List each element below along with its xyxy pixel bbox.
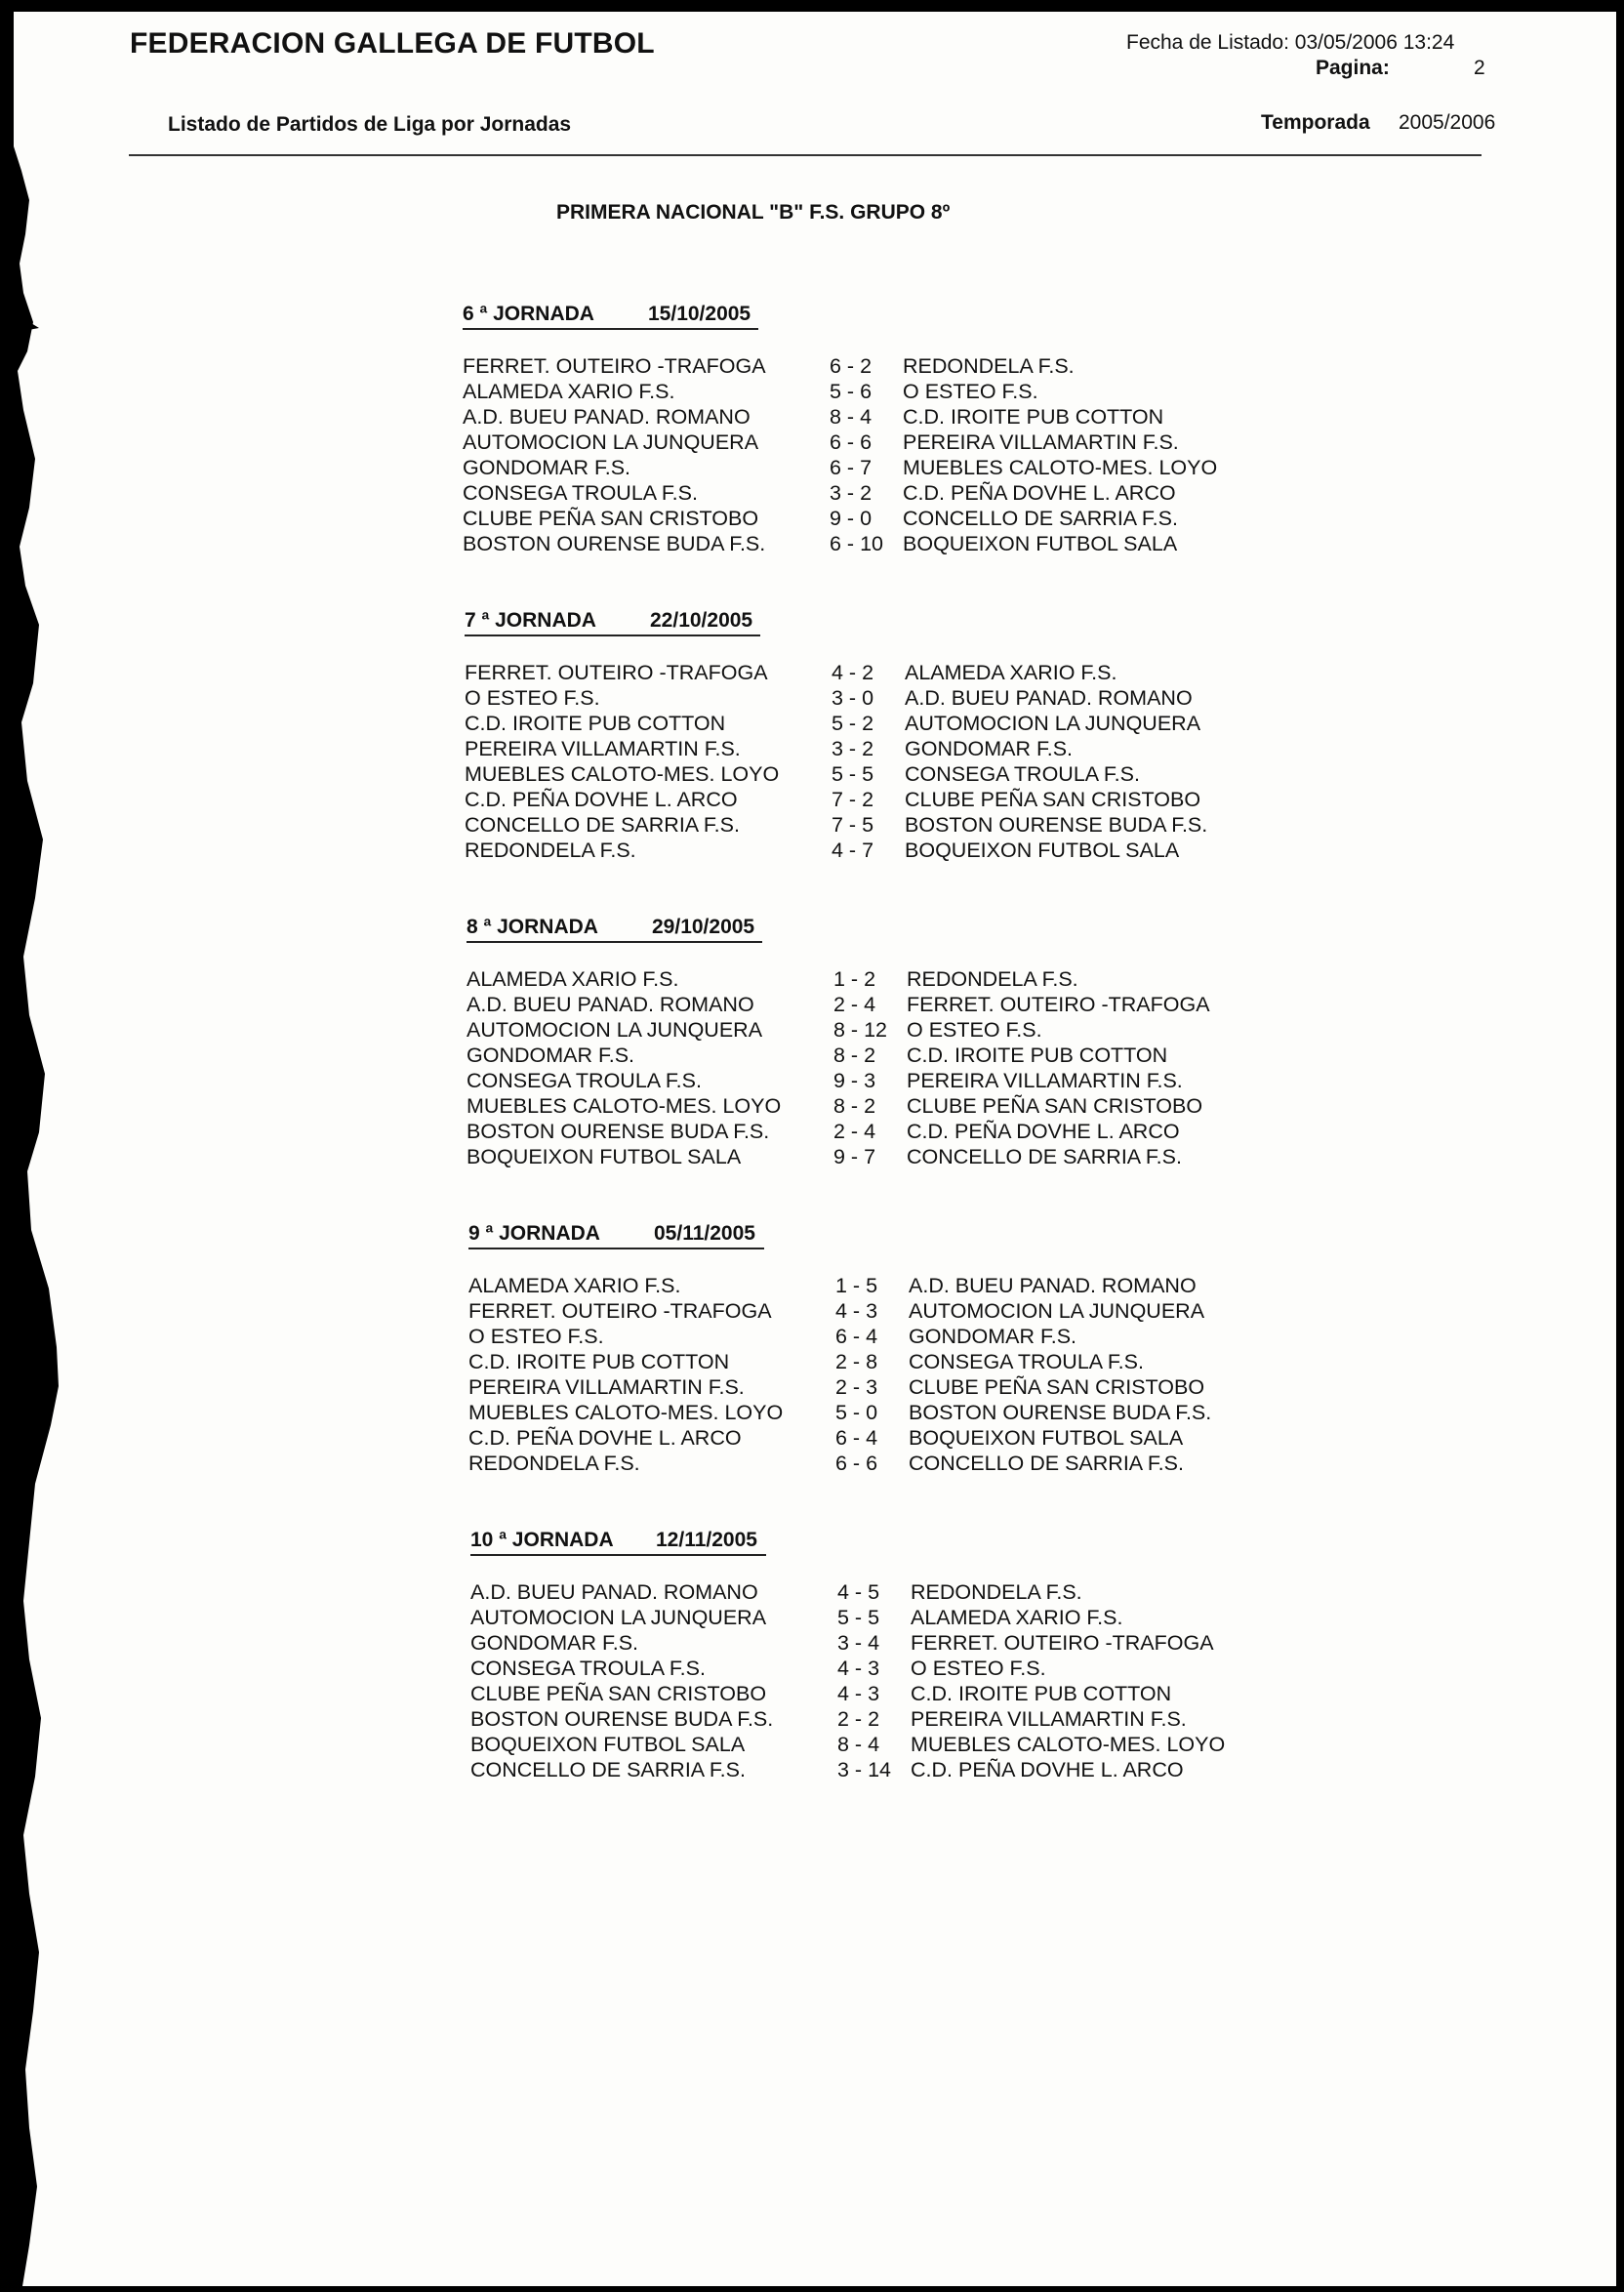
match-row: [465, 686, 1343, 712]
match-score: 4 - 3: [835, 1299, 878, 1323]
away-team: BOQUEIXON FUTBOL SALA: [909, 1426, 1184, 1450]
match-score: 3 - 0: [832, 686, 874, 710]
match-score: 5 - 0: [835, 1401, 878, 1424]
jornada-title: 7 ª JORNADA: [465, 609, 596, 632]
match-row: [463, 380, 1341, 405]
home-team: CLUBE PEÑA SAN CRISTOBO: [463, 507, 759, 530]
match-row: [470, 1631, 1349, 1657]
match-score: 6 - 4: [835, 1325, 878, 1348]
away-team: AUTOMOCION LA JUNQUERA: [909, 1299, 1205, 1323]
away-team: GONDOMAR F.S.: [905, 737, 1074, 760]
home-team: AUTOMOCION LA JUNQUERA: [463, 430, 759, 454]
away-team: ALAMEDA XARIO F.S.: [911, 1606, 1123, 1629]
away-team: CLUBE PEÑA SAN CRISTOBO: [905, 788, 1201, 811]
away-team: PEREIRA VILLAMARTIN F.S.: [903, 430, 1179, 454]
away-team: CLUBE PEÑA SAN CRISTOBO: [907, 1094, 1203, 1118]
home-team: FERRET. OUTEIRO -TRAFOGA: [463, 354, 766, 378]
home-team: CONSEGA TROULA F.S.: [470, 1657, 706, 1680]
match-row: [463, 456, 1341, 481]
home-team: C.D. PEÑA DOVHE L. ARCO: [468, 1426, 742, 1450]
match-score: 2 - 4: [833, 993, 876, 1016]
home-team: MUEBLES CALOTO-MES. LOYO: [468, 1401, 784, 1424]
match-score: 3 - 4: [837, 1631, 880, 1655]
match-score: 9 - 3: [833, 1069, 876, 1092]
away-team: CONCELLO DE SARRIA F.S.: [907, 1145, 1182, 1168]
match-row: [465, 737, 1343, 762]
match-row: [467, 967, 1345, 993]
match-row: [467, 1044, 1345, 1069]
season-value: 2005/2006: [1399, 111, 1496, 134]
away-team: FERRET. OUTEIRO -TRAFOGA: [907, 993, 1210, 1016]
home-team: CONSEGA TROULA F.S.: [463, 481, 698, 505]
match-row: [463, 405, 1341, 430]
jornada-date: 22/10/2005: [650, 609, 753, 632]
match-row: [470, 1606, 1349, 1631]
match-row: [465, 839, 1343, 864]
jornada-date: 15/10/2005: [648, 303, 751, 325]
home-team: REDONDELA F.S.: [468, 1452, 640, 1475]
home-team: O ESTEO F.S.: [468, 1325, 604, 1348]
away-team: GONDOMAR F.S.: [909, 1325, 1077, 1348]
jornada-header: [465, 609, 760, 636]
match-score: 5 - 5: [832, 762, 874, 786]
home-team: MUEBLES CALOTO-MES. LOYO: [465, 762, 780, 786]
home-team: ALAMEDA XARIO F.S.: [468, 1274, 681, 1297]
match-score: 8 - 4: [830, 405, 873, 429]
away-team: REDONDELA F.S.: [907, 967, 1078, 991]
home-team: GONDOMAR F.S.: [470, 1631, 639, 1655]
match-score: 8 - 2: [833, 1094, 876, 1118]
match-score: 4 - 3: [837, 1682, 880, 1705]
away-team: CONCELLO DE SARRIA F.S.: [903, 507, 1178, 530]
match-row: [470, 1758, 1349, 1783]
home-team: C.D. IROITE PUB COTTON: [468, 1350, 730, 1373]
match-score: 6 - 6: [835, 1452, 878, 1475]
away-team: FERRET. OUTEIRO -TRAFOGA: [911, 1631, 1214, 1655]
home-team: ALAMEDA XARIO F.S.: [463, 380, 675, 403]
match-row: [470, 1682, 1349, 1707]
match-row: [470, 1580, 1349, 1606]
match-score: 9 - 7: [833, 1145, 876, 1168]
match-row: [465, 762, 1343, 788]
match-score: 8 - 12: [833, 1018, 887, 1042]
away-team: C.D. PEÑA DOVHE L. ARCO: [907, 1120, 1180, 1143]
jornada-date: 12/11/2005: [656, 1529, 757, 1551]
home-team: C.D. IROITE PUB COTTON: [465, 712, 726, 735]
away-team: BOQUEIXON FUTBOL SALA: [903, 532, 1178, 555]
match-score: 2 - 2: [837, 1707, 880, 1731]
away-team: O ESTEO F.S.: [911, 1657, 1046, 1680]
home-team: BOQUEIXON FUTBOL SALA: [470, 1733, 746, 1756]
home-team: MUEBLES CALOTO-MES. LOYO: [467, 1094, 782, 1118]
away-team: REDONDELA F.S.: [911, 1580, 1082, 1604]
match-row: [470, 1657, 1349, 1682]
jornada-header: [463, 303, 758, 330]
jornada-title: 8 ª JORNADA: [467, 916, 598, 938]
away-team: CLUBE PEÑA SAN CRISTOBO: [909, 1375, 1205, 1399]
away-team: PEREIRA VILLAMARTIN F.S.: [907, 1069, 1183, 1092]
match-row: [465, 712, 1343, 737]
away-team: O ESTEO F.S.: [903, 380, 1038, 403]
listing-date-value: 03/05/2006 13:24: [1294, 31, 1455, 54]
page-number: 2: [1474, 57, 1485, 79]
away-team: CONSEGA TROULA F.S.: [909, 1350, 1144, 1373]
match-row: [468, 1350, 1347, 1375]
header-divider: [129, 154, 1482, 156]
scan-torn-edge: [0, 0, 68, 2292]
jornada-header: [470, 1529, 766, 1556]
match-score: 8 - 2: [833, 1044, 876, 1067]
match-score: 6 - 4: [835, 1426, 878, 1450]
match-score: 4 - 3: [837, 1657, 880, 1680]
away-team: ALAMEDA XARIO F.S.: [905, 661, 1117, 684]
match-row: [467, 1094, 1345, 1120]
match-score: 3 - 2: [830, 481, 873, 505]
home-team: BOSTON OURENSE BUDA F.S.: [470, 1707, 774, 1731]
match-row: [468, 1325, 1347, 1350]
away-team: C.D. IROITE PUB COTTON: [907, 1044, 1168, 1067]
away-team: CONCELLO DE SARRIA F.S.: [909, 1452, 1184, 1475]
match-row: [468, 1452, 1347, 1477]
away-team: BOQUEIXON FUTBOL SALA: [905, 839, 1180, 862]
match-row: [463, 507, 1341, 532]
page-label: Pagina:: [1316, 57, 1390, 79]
home-team: CLUBE PEÑA SAN CRISTOBO: [470, 1682, 767, 1705]
away-team: C.D. PEÑA DOVHE L. ARCO: [911, 1758, 1184, 1781]
away-team: REDONDELA F.S.: [903, 354, 1075, 378]
match-score: 9 - 0: [830, 507, 873, 530]
home-team: A.D. BUEU PANAD. ROMANO: [470, 1580, 758, 1604]
away-team: CONSEGA TROULA F.S.: [905, 762, 1140, 786]
home-team: FERRET. OUTEIRO -TRAFOGA: [465, 661, 768, 684]
home-team: GONDOMAR F.S.: [463, 456, 631, 479]
away-team: C.D. PEÑA DOVHE L. ARCO: [903, 481, 1176, 505]
home-team: A.D. BUEU PANAD. ROMANO: [467, 993, 754, 1016]
federation-name: FEDERACION GALLEGA DE FUTBOL: [130, 27, 655, 60]
home-team: GONDOMAR F.S.: [467, 1044, 635, 1067]
match-score: 6 - 6: [830, 430, 873, 454]
match-row: [467, 1018, 1345, 1044]
match-score: 6 - 2: [830, 354, 873, 378]
home-team: BOQUEIXON FUTBOL SALA: [467, 1145, 742, 1168]
home-team: A.D. BUEU PANAD. ROMANO: [463, 405, 751, 429]
away-team: O ESTEO F.S.: [907, 1018, 1042, 1042]
away-team: BOSTON OURENSE BUDA F.S.: [909, 1401, 1212, 1424]
match-row: [468, 1401, 1347, 1426]
home-team: BOSTON OURENSE BUDA F.S.: [463, 532, 766, 555]
competition-title: PRIMERA NACIONAL "B" F.S. GRUPO 8º: [556, 201, 951, 224]
away-team: BOSTON OURENSE BUDA F.S.: [905, 813, 1208, 837]
match-row: [465, 813, 1343, 839]
match-score: 4 - 2: [832, 661, 874, 684]
match-row: [470, 1733, 1349, 1758]
jornada-title: 10 ª JORNADA: [470, 1529, 614, 1551]
match-score: 2 - 4: [833, 1120, 876, 1143]
jornada-header: [468, 1222, 764, 1249]
away-team: PEREIRA VILLAMARTIN F.S.: [911, 1707, 1187, 1731]
home-team: C.D. PEÑA DOVHE L. ARCO: [465, 788, 738, 811]
match-score: 7 - 5: [832, 813, 874, 837]
home-team: PEREIRA VILLAMARTIN F.S.: [468, 1375, 745, 1399]
match-score: 5 - 6: [830, 380, 873, 403]
away-team: C.D. IROITE PUB COTTON: [903, 405, 1164, 429]
match-row: [468, 1274, 1347, 1299]
home-team: BOSTON OURENSE BUDA F.S.: [467, 1120, 770, 1143]
jornada-header: [467, 916, 762, 943]
report-subtitle: Listado de Partidos de Liga por Jornadas: [168, 113, 572, 136]
away-team: AUTOMOCION LA JUNQUERA: [905, 712, 1201, 735]
match-row: [468, 1426, 1347, 1452]
match-score: 8 - 4: [837, 1733, 880, 1756]
match-row: [468, 1375, 1347, 1401]
match-row: [463, 354, 1341, 380]
home-team: CONCELLO DE SARRIA F.S.: [470, 1758, 746, 1781]
match-score: 6 - 10: [830, 532, 883, 555]
match-score: 3 - 14: [837, 1758, 891, 1781]
listing-date-label: Fecha de Listado:: [1126, 31, 1289, 54]
home-team: CONCELLO DE SARRIA F.S.: [465, 813, 740, 837]
home-team: FERRET. OUTEIRO -TRAFOGA: [468, 1299, 772, 1323]
match-row: [463, 430, 1341, 456]
jornada-date: 29/10/2005: [652, 916, 755, 938]
match-row: [467, 1120, 1345, 1145]
match-score: 6 - 7: [830, 456, 873, 479]
listing-date: [1126, 31, 1454, 55]
match-score: 5 - 5: [837, 1606, 880, 1629]
jornada-title: 9 ª JORNADA: [468, 1222, 600, 1245]
match-score: 3 - 2: [832, 737, 874, 760]
match-score: 4 - 5: [837, 1580, 880, 1604]
match-row: [465, 788, 1343, 813]
match-score: 1 - 5: [835, 1274, 878, 1297]
match-row: [470, 1707, 1349, 1733]
match-score: 4 - 7: [832, 839, 874, 862]
home-team: O ESTEO F.S.: [465, 686, 600, 710]
home-team: REDONDELA F.S.: [465, 839, 636, 862]
match-score: 2 - 8: [835, 1350, 878, 1373]
away-team: A.D. BUEU PANAD. ROMANO: [905, 686, 1193, 710]
home-team: AUTOMOCION LA JUNQUERA: [467, 1018, 763, 1042]
away-team: C.D. IROITE PUB COTTON: [911, 1682, 1172, 1705]
jornada-title: 6 ª JORNADA: [463, 303, 594, 325]
home-team: ALAMEDA XARIO F.S.: [467, 967, 679, 991]
match-score: 7 - 2: [832, 788, 874, 811]
match-row: [467, 1145, 1345, 1170]
match-row: [463, 481, 1341, 507]
match-score: 5 - 2: [832, 712, 874, 735]
match-score: 1 - 2: [833, 967, 876, 991]
match-row: [463, 532, 1341, 557]
away-team: A.D. BUEU PANAD. ROMANO: [909, 1274, 1197, 1297]
match-row: [467, 993, 1345, 1018]
away-team: MUEBLES CALOTO-MES. LOYO: [903, 456, 1218, 479]
match-row: [465, 661, 1343, 686]
season-label: Temporada: [1261, 111, 1370, 134]
match-score: 2 - 3: [835, 1375, 878, 1399]
match-row: [468, 1299, 1347, 1325]
match-row: [467, 1069, 1345, 1094]
home-team: CONSEGA TROULA F.S.: [467, 1069, 702, 1092]
home-team: PEREIRA VILLAMARTIN F.S.: [465, 737, 741, 760]
away-team: MUEBLES CALOTO-MES. LOYO: [911, 1733, 1226, 1756]
home-team: AUTOMOCION LA JUNQUERA: [470, 1606, 767, 1629]
jornada-date: 05/11/2005: [654, 1222, 755, 1245]
